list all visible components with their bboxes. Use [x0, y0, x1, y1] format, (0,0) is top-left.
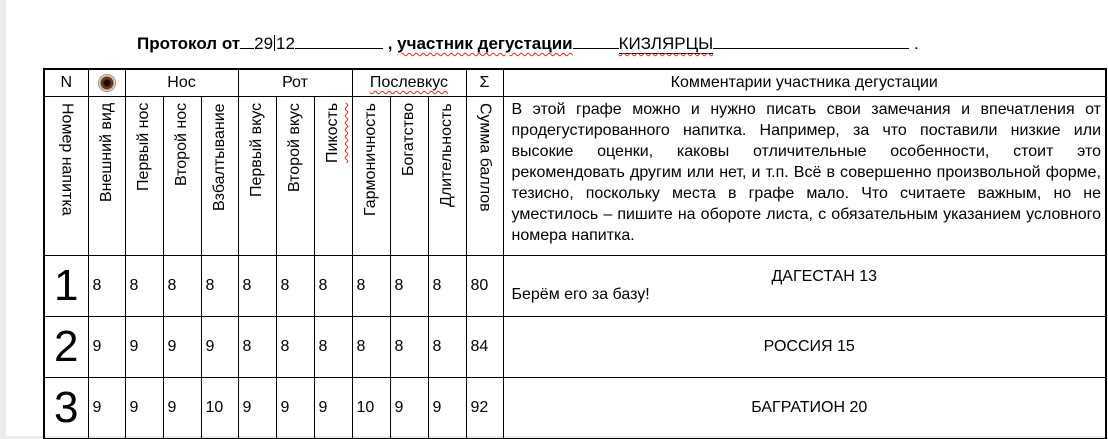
subheader-cell: Второй нос: [163, 97, 201, 256]
drink-number[interactable]: 2: [44, 317, 88, 378]
table-row: [44, 256, 1106, 317]
score-cell[interactable]: 8: [276, 256, 314, 317]
table-subheader-row: [44, 97, 1106, 256]
name-blank-left: [573, 48, 619, 49]
score-cell[interactable]: 8: [352, 317, 390, 378]
score-cell[interactable]: 8: [163, 256, 201, 317]
score-cell[interactable]: 10: [201, 378, 238, 439]
score-cell[interactable]: 9: [201, 317, 238, 378]
col-group-mouth: Рот: [238, 69, 352, 97]
instructions-text: В этой графе можно и нужно писать свои замечания и впечатления от продегустированного напитка. Например, за что поставили низкие или высокие оценки, каковы отличительные особенности, стоит это рекомендовать другим или нет, и т.п. Всё в совершенно произвольной форме, тезисно, поскольку места в графе мало. Что считаете важным, но не уместилось – пишите на обороте листа, с обязательным указанием условного номера напитка.: [503, 97, 1106, 256]
subheader-cell: Внешний вид: [88, 97, 125, 256]
score-cell[interactable]: 9: [163, 317, 201, 378]
tasting-table: [43, 68, 1107, 439]
protocol-header: Протокол от 29 12 , участник дегустации КИЗЛЯРЦЫ .: [137, 34, 919, 53]
document-page: [6, 0, 1108, 436]
score-cell[interactable]: 8: [276, 317, 314, 378]
comment-title: РОССИЯ 15: [763, 338, 855, 355]
col-group-aftertaste: Послевкус: [352, 69, 466, 97]
col-group-nose: Нос: [125, 69, 238, 97]
table-header-row: [44, 69, 1106, 97]
subheader-cell: Гармоничность: [352, 97, 390, 256]
header-end-dot: .: [913, 34, 919, 53]
total-cell[interactable]: 80: [466, 256, 503, 317]
date-blank-right: [295, 48, 383, 49]
subheader-cell: Первый вкус: [238, 97, 276, 256]
protocol-label: Протокол от: [137, 34, 241, 53]
participant-name[interactable]: КИЗЛЯРЦЫ: [618, 34, 714, 53]
score-cell[interactable]: 8: [125, 256, 163, 317]
name-blank-right: [713, 48, 909, 49]
date-day[interactable]: 29: [254, 34, 274, 53]
col-sigma-header: Σ: [466, 69, 503, 97]
score-cell[interactable]: 8: [314, 317, 352, 378]
score-cell[interactable]: 8: [201, 256, 238, 317]
score-cell[interactable]: 8: [88, 256, 125, 317]
total-cell[interactable]: 84: [466, 317, 503, 378]
score-cell[interactable]: 8: [428, 317, 466, 378]
subheader-cell: Номер напитка: [44, 97, 88, 256]
score-cell[interactable]: 9: [390, 378, 428, 439]
score-cell[interactable]: 9: [88, 317, 125, 378]
score-cell[interactable]: 9: [314, 378, 352, 439]
subheader-cell: Первый нос: [125, 97, 163, 256]
score-cell[interactable]: 8: [238, 256, 276, 317]
col-eye-header: [88, 69, 125, 97]
score-cell[interactable]: 8: [390, 256, 428, 317]
score-cell[interactable]: 9: [276, 378, 314, 439]
col-comments-header: Комментарии участника дегустации: [503, 69, 1106, 97]
score-cell[interactable]: 9: [125, 378, 163, 439]
score-cell[interactable]: 8: [314, 256, 352, 317]
comment-note: Берём его за базу!: [511, 286, 650, 303]
table-row: [44, 378, 1106, 439]
score-cell[interactable]: 10: [352, 378, 390, 439]
score-cell[interactable]: 9: [88, 378, 125, 439]
comment-title: БАГРАТИОН 20: [751, 399, 868, 416]
comment-title: ДАГЕСТАН 13: [771, 268, 878, 285]
drink-number[interactable]: 3: [44, 378, 88, 439]
score-cell[interactable]: 9: [163, 378, 201, 439]
score-cell[interactable]: 9: [125, 317, 163, 378]
score-cell[interactable]: 8: [238, 317, 276, 378]
date-blank-left: [240, 48, 254, 49]
date-month[interactable]: 12: [276, 34, 295, 53]
drink-number[interactable]: 1: [44, 256, 88, 317]
comment-cell[interactable]: [503, 378, 1106, 439]
score-cell[interactable]: 8: [428, 256, 466, 317]
comment-cell[interactable]: [503, 256, 1106, 317]
total-cell[interactable]: 92: [466, 378, 503, 439]
score-cell[interactable]: 9: [238, 378, 276, 439]
table-row: [44, 317, 1106, 378]
text-cursor: [274, 35, 275, 51]
score-cell[interactable]: 8: [390, 317, 428, 378]
subheader-cell: Длительность: [428, 97, 466, 256]
subheader-cell: Пикость: [314, 97, 352, 256]
subheader-cell: Второй вкус: [276, 97, 314, 256]
subheader-cell: Богатство: [390, 97, 428, 256]
eye-icon: [99, 75, 115, 91]
col-n-header: N: [44, 69, 88, 97]
comment-cell[interactable]: [503, 317, 1106, 378]
score-cell[interactable]: 8: [352, 256, 390, 317]
score-cell[interactable]: 9: [428, 378, 466, 439]
subheader-cell: Сумма баллов: [466, 97, 503, 256]
participant-label: участник дегустации: [397, 34, 573, 53]
subheader-cell: Взбалтывание: [201, 97, 238, 256]
